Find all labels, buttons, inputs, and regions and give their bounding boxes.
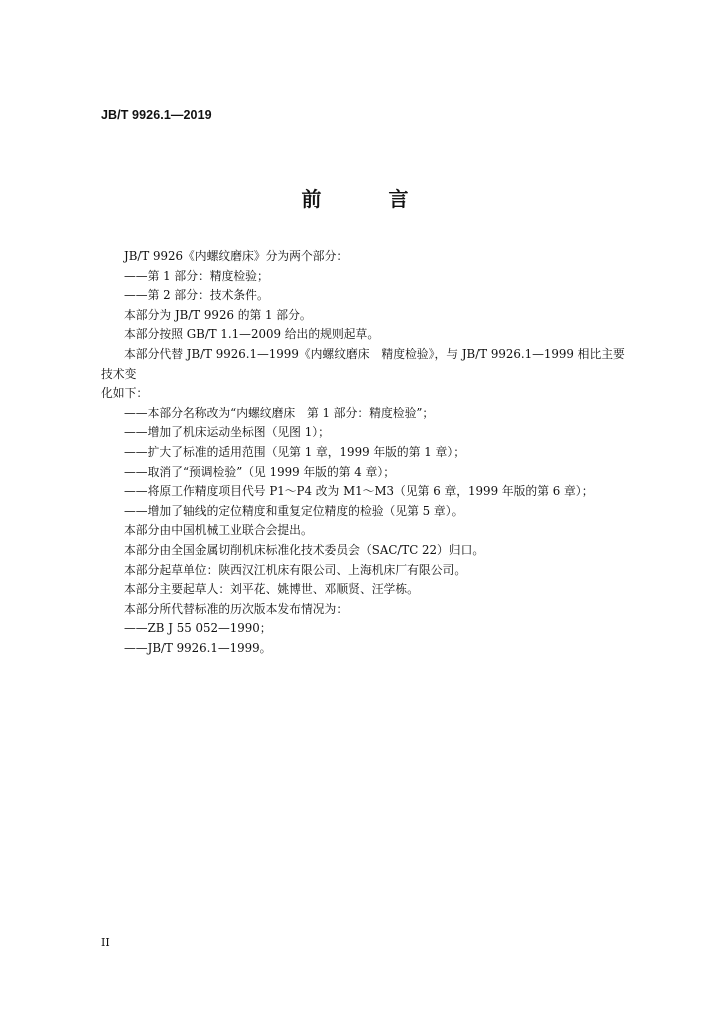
paragraph-proposed-by: 本部分由中国机械工业联合会提出。	[124, 523, 313, 538]
list-item-version-2: ——JB/T 9926.1—1999。	[124, 640, 272, 655]
list-item-change-1: ——本部分名称改为“内螺纹磨床 第 1 部分：精度检验”；	[124, 405, 435, 420]
page-number: II	[101, 936, 110, 949]
page-title: 前 言	[301, 187, 439, 211]
paragraph-replaces-continued: 化如下：	[101, 386, 149, 401]
list-item-change-2: ——增加了机床运动坐标图（见图 1）；	[124, 425, 330, 440]
list-item-change-3: ——扩大了标准的适用范围（见第 1 章，1999 年版的第 1 章）；	[124, 444, 466, 459]
list-item-part-2: ——第 2 部分：技术条件。	[124, 288, 269, 303]
paragraph-replaces: 本部分代替 JB/T 9926.1—1999《内螺纹磨床 精度检验》，与 JB/T 9926.1—1999 相比主要技术变	[101, 346, 625, 381]
list-item-change-5: ——将原工作精度项目代号 P1～P4 改为 M1～M3（见第 6 章，1999 年版的第 6 章）；	[124, 484, 594, 499]
paragraph-drafting-units: 本部分起草单位：陕西汉江机床有限公司、上海机床厂有限公司。	[124, 562, 467, 577]
paragraph-previous-versions: 本部分所代替标准的历次版本发布情况为：	[124, 601, 349, 616]
list-item-change-4: ——取消了“预调检验”（见 1999 年版的第 4 章）；	[124, 464, 396, 479]
list-item-change-6: ——增加了轴线的定位精度和重复定位精度的检验（见第 5 章）。	[124, 503, 464, 518]
paragraph-this-part: 本部分为 JB/T 9926 的第 1 部分。	[124, 307, 312, 322]
list-item-version-1: ——ZB J 55 052—1990；	[124, 621, 272, 636]
list-item-part-1: ——第 1 部分：精度检验；	[124, 268, 269, 283]
paragraph-drafting-rules: 本部分按照 GB/T 1.1—2009 给出的规则起草。	[124, 327, 380, 342]
standard-code: JB/T 9926.1—2019	[101, 108, 212, 122]
paragraph-parts-intro: JB/T 9926《内螺纹磨床》分为两个部分：	[124, 249, 349, 263]
paragraph-centralized-by: 本部分由全国金属切削机床标准化技术委员会（SAC/TC 22）归口。	[124, 542, 485, 557]
foreword-body	[101, 247, 631, 658]
paragraph-drafters: 本部分主要起草人：刘平花、姚博世、邓顺贤、汪学栋。	[124, 582, 419, 597]
